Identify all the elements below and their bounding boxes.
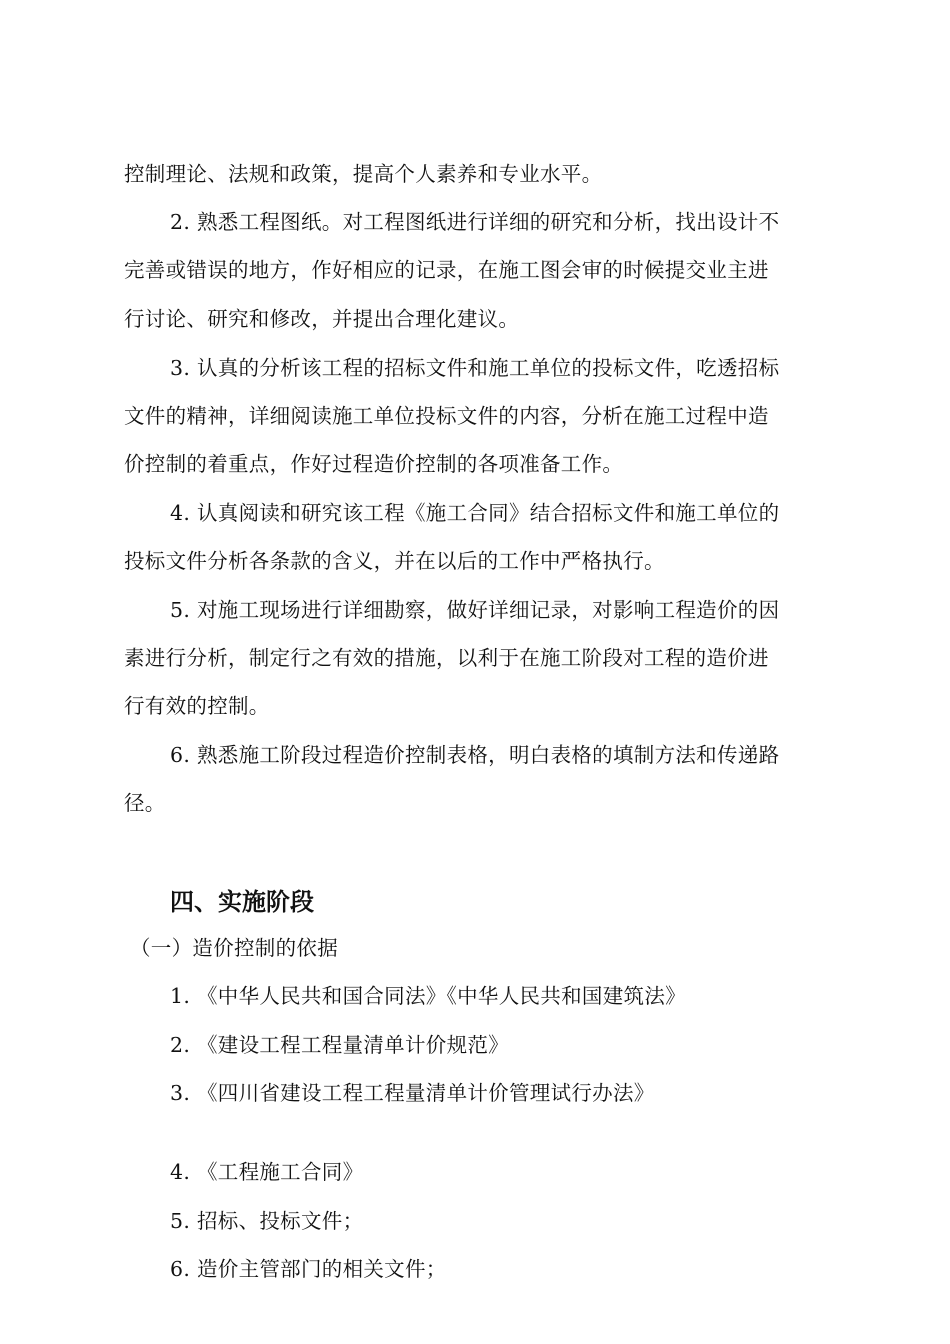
list-item-3-line-1: 3. 认真的分析该工程的招标文件和施工单位的投标文件，吃透招标 — [170, 356, 780, 380]
list-item-4-line-2: 投标文件分析各条款的含义，并在以后的工作中严格执行。 — [124, 549, 665, 573]
list-item-6-line-2: 径。 — [124, 791, 166, 815]
list-item-5-line-1: 5. 对施工现场进行详细勘察，做好详细记录，对影响工程造价的因 — [170, 598, 780, 622]
list-item-4-line-1: 4. 认真阅读和研究该工程《施工合同》结合招标文件和施工单位的 — [170, 501, 780, 525]
list-item-5-line-2: 素进行分析，制定行之有效的措施，以利于在施工阶段对工程的造价进 — [124, 646, 769, 670]
basis-item-3: 3. 《四川省建设工程工程量清单计价管理试行办法》 — [170, 1081, 655, 1105]
list-item-6-line-1: 6. 熟悉施工阶段过程造价控制表格，明白表格的填制方法和传递路 — [170, 743, 780, 767]
basis-item-5: 5. 招标、投标文件； — [170, 1209, 364, 1233]
list-item-2-line-3: 行讨论、研究和修改，并提出合理化建议。 — [124, 307, 520, 331]
list-item-5-line-3: 行有效的控制。 — [124, 694, 270, 718]
list-item-3-line-3: 价控制的着重点，作好过程造价控制的各项准备工作。 — [124, 452, 624, 476]
paragraph-line: 控制理论、法规和政策，提高个人素养和专业水平。 — [124, 162, 603, 186]
basis-item-2: 2. 《建设工程工程量清单计价规范》 — [170, 1033, 509, 1057]
basis-item-4: 4. 《工程施工合同》 — [170, 1160, 364, 1184]
list-item-2-line-1: 2. 熟悉工程图纸。对工程图纸进行详细的研究和分析，找出设计不 — [170, 210, 780, 234]
list-item-2-line-2: 完善或错误的地方，作好相应的记录，在施工图会审的时候提交业主进 — [124, 258, 769, 282]
section-heading: 四、实施阶段 — [170, 888, 314, 916]
basis-item-6: 6. 造价主管部门的相关文件； — [170, 1257, 447, 1281]
list-item-3-line-2: 文件的精神，详细阅读施工单位投标文件的内容，分析在施工过程中造 — [124, 404, 769, 428]
subsection-heading: （一）造价控制的依据 — [130, 936, 338, 960]
basis-item-1: 1. 《中华人民共和国合同法》《中华人民共和国建筑法》 — [170, 984, 686, 1008]
